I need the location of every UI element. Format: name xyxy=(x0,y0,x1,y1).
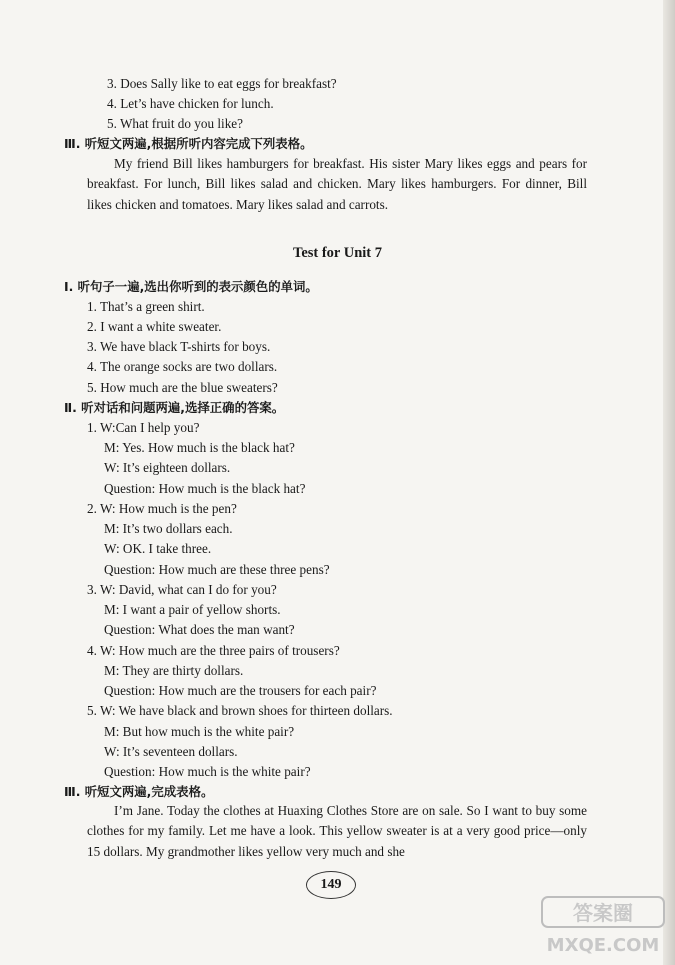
dialog-2-line-3: W: OK. I take three. xyxy=(104,541,212,556)
dialog-1-line-3: W: It’s eighteen dollars. xyxy=(104,460,231,475)
dialog-5-line-1: 5. W: We have black and brown shoes for thirteen dollars. xyxy=(87,703,393,718)
section-heading-1: Ⅰ. 听句子一遍,选出你听到的表示颜色的单词。 xyxy=(64,279,318,294)
section1-item-2: 2. I want a white sweater. xyxy=(87,319,222,334)
dialog-2-question: Question: How much are these three pens? xyxy=(104,562,330,577)
dialog-4-line-2: M: They are thirty dollars. xyxy=(104,663,244,678)
page-number: 149 xyxy=(306,871,356,899)
watermark-logo xyxy=(540,895,670,957)
section1-item-4: 4. The orange socks are two dollars. xyxy=(87,359,278,374)
line-top-3: 3. Does Sally like to eat eggs for breakfast? xyxy=(107,76,337,91)
dialog-1-line-2: M: Yes. How much is the black hat? xyxy=(104,440,295,455)
section1-item-5: 5. How much are the blue sweaters? xyxy=(87,380,278,395)
page-edge xyxy=(663,0,675,965)
dialog-4-question: Question: How much are the trousers for each pair? xyxy=(104,683,377,698)
dialog-5-line-2: M: But how much is the white pair? xyxy=(104,724,295,739)
section1-item-3: 3. We have black T-shirts for boys. xyxy=(87,339,271,354)
line-top-4: 4. Let’s have chicken for lunch. xyxy=(107,96,274,111)
section1-item-1: 1. That’s a green shirt. xyxy=(87,299,205,314)
line-top-5: 5. What fruit do you like? xyxy=(107,116,243,131)
watermark-top-text: 答案圈 xyxy=(573,901,633,925)
dialog-5-line-3: W: It’s seventeen dollars. xyxy=(104,744,238,759)
paragraph-3b-text: I’m Jane. Today the clothes at Huaxing Clothes Store are on sale. So I want to buy some clothes for my family. Let me have a look. This yellow sweater is at a very good price—only 15 dollars. My grandmother likes yellow very much and she xyxy=(87,803,587,859)
section-heading-2: Ⅱ. 听对话和问题两遍,选择正确的答案。 xyxy=(64,400,285,415)
paragraph-3a xyxy=(87,154,587,215)
page-title: Test for Unit 7 xyxy=(292,245,383,261)
dialog-1-line-1: 1. W:Can I help you? xyxy=(87,420,200,435)
dialog-1-question: Question: How much is the black hat? xyxy=(104,481,306,496)
section-heading-3b: Ⅲ. 听短文两遍,完成表格。 xyxy=(64,784,214,799)
dialog-2-line-2: M: It’s two dollars each. xyxy=(104,521,233,536)
section-heading-3a: Ⅲ. 听短文两遍,根据所听内容完成下列表格。 xyxy=(64,136,313,151)
dialog-3-question: Question: What does the man want? xyxy=(104,622,295,637)
dialog-4-line-1: 4. W: How much are the three pairs of trousers? xyxy=(87,643,340,658)
paragraph-3b xyxy=(87,801,587,862)
dialog-3-line-1: 3. W: David, what can I do for you? xyxy=(87,582,277,597)
dialog-5-question: Question: How much is the white pair? xyxy=(104,764,311,779)
watermark-bottom-text: MXQE.COM xyxy=(546,935,660,956)
dialog-2-line-1: 2. W: How much is the pen? xyxy=(87,501,237,516)
paragraph-3a-text: My friend Bill likes hamburgers for breakfast. His sister Mary likes eggs and pears for breakfast. For lunch, Bill likes salad and chicken. Mary likes hamburgers. For dinner, Bill likes chicken and tomatoes. Mary likes salad and carrots. xyxy=(87,156,587,212)
dialog-3-line-2: M: I want a pair of yellow shorts. xyxy=(104,602,281,617)
